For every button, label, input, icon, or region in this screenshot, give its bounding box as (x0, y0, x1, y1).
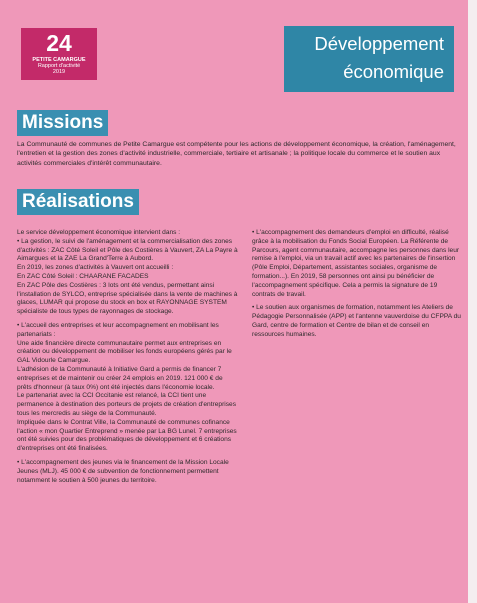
realisations-right-column (252, 229, 462, 340)
paragraph: L'adhésion de la Communauté à Initiative Gard a permis de financer 7 entreprises et de maintenir ou créer 24 emplois en 2019. 121 000 € de prêts d'honneur (à taux 0%) ont été injectés dans l'économie locale. (17, 365, 223, 391)
paragraph: • L'accompagnement des jeunes via le financement de la Mission Locale Jeunes (MLJ). 45 000 € de subvention de fonctionnement permettent notamment le soutien à 500 jeunes du territoire. (17, 458, 229, 484)
page-title (284, 26, 454, 92)
report-label: Rapport d'activité (37, 63, 81, 69)
paragraph: Une aide financière directe communautaire permet aux entreprises en création ou développement de mobiliser les fonds européens gérés par le GAL Vidourle Camargue. (17, 339, 232, 365)
page-number: 24 (46, 30, 72, 56)
paragraph: • L'accompagnement des demandeurs d'emploi en difficulté, réalisé grâce à la mobilisation du Fonds Social Européen. La Référente de Parcours, agent communautaire, accompagne les personnes dans leur remise à l'emploi, via un travail actif avec les partenaires de l'insertion (Pôle Emploi, Département, assistantes sociales, organisme de formation...). En 2019, 58 personnes ont ainsi pu bénéficier de l'accompagnement spécifique. Cela a permis la signature de 19 contrats de travail. (252, 229, 460, 298)
paragraph: En ZAC Pôle des Costières : 3 lots ont été vendus, permettant ainsi l'installation de SYLCO, entreprise spécialisée dans la vente de machines à glaces, LUMAR qui propose du stock en box et RAYONNAGE SYSTEM spécialiste de tous types de rayonnages de stockage. (17, 281, 238, 316)
missions-heading: Missions (17, 110, 108, 136)
realisations-heading: Réalisations (17, 189, 139, 215)
report-year: 2019 (52, 69, 66, 75)
paragraph: • Le soutien aux organismes de formation, notamment les Ateliers de Pédagogie Personnalisée (APP) et l'antenne vauverdoise du CFPPA du Gard, centre de formation et Centre de bilan et de conseil en ressources humaines. (252, 304, 461, 338)
missions-text: La Communauté de communes de Petite Camargue est compétente pour les actions de développement économique, la création, l'aménagement, l'entretien et la gestion des zones d'activité industrielle, commerciale, tertiaire et artisanale ; la politique locale du commerce et le soutien aux activités commerciales d'intérêt communautaire. (17, 141, 456, 167)
page-edge (468, 0, 477, 603)
paragraph: En ZAC Côté Soleil : CHAARANE FACADES (17, 272, 149, 280)
paragraph: • L'accueil des entreprises et leur accompagnement en mobilisant les partenariats : (17, 321, 219, 338)
paragraph: Le service développement économique intervient dans : (17, 229, 181, 236)
page-title-line-1: Développement (314, 33, 444, 54)
paragraph: En 2019, les zones d'activités à Vauvert ont accueilli : (17, 264, 174, 272)
paragraph: Le partenariat avec la CCI Occitanie est relancé, la CCI tient une permanence à destination des porteurs de projets de création d'entreprises tous les mercredis au siège de la Communauté. (17, 392, 236, 417)
paragraph: Impliquée dans le Contrat Ville, la Communauté de communes cofinance l'action « mon Quartier Entreprend » menée par La BG Lunel. 7 entreprises ont été suivies pour des problématiques de développement et 6 créations d'entreprises ont été finalisées. (17, 418, 237, 453)
realisations-left-column (17, 229, 239, 485)
publication-name: PETITE CAMARGUE (32, 57, 86, 63)
page-title-line-2: économique (343, 61, 444, 82)
page-number-tab (21, 28, 97, 80)
paragraph: • La gestion, le suivi de l'aménagement et la commercialisation des zones d'activités : ZAC Côté Soleil et Pôle des Costières à Vauvert, ZA La Payre à Aimargues et la ZAE La Grand'Terre à Aubord. (17, 237, 238, 263)
